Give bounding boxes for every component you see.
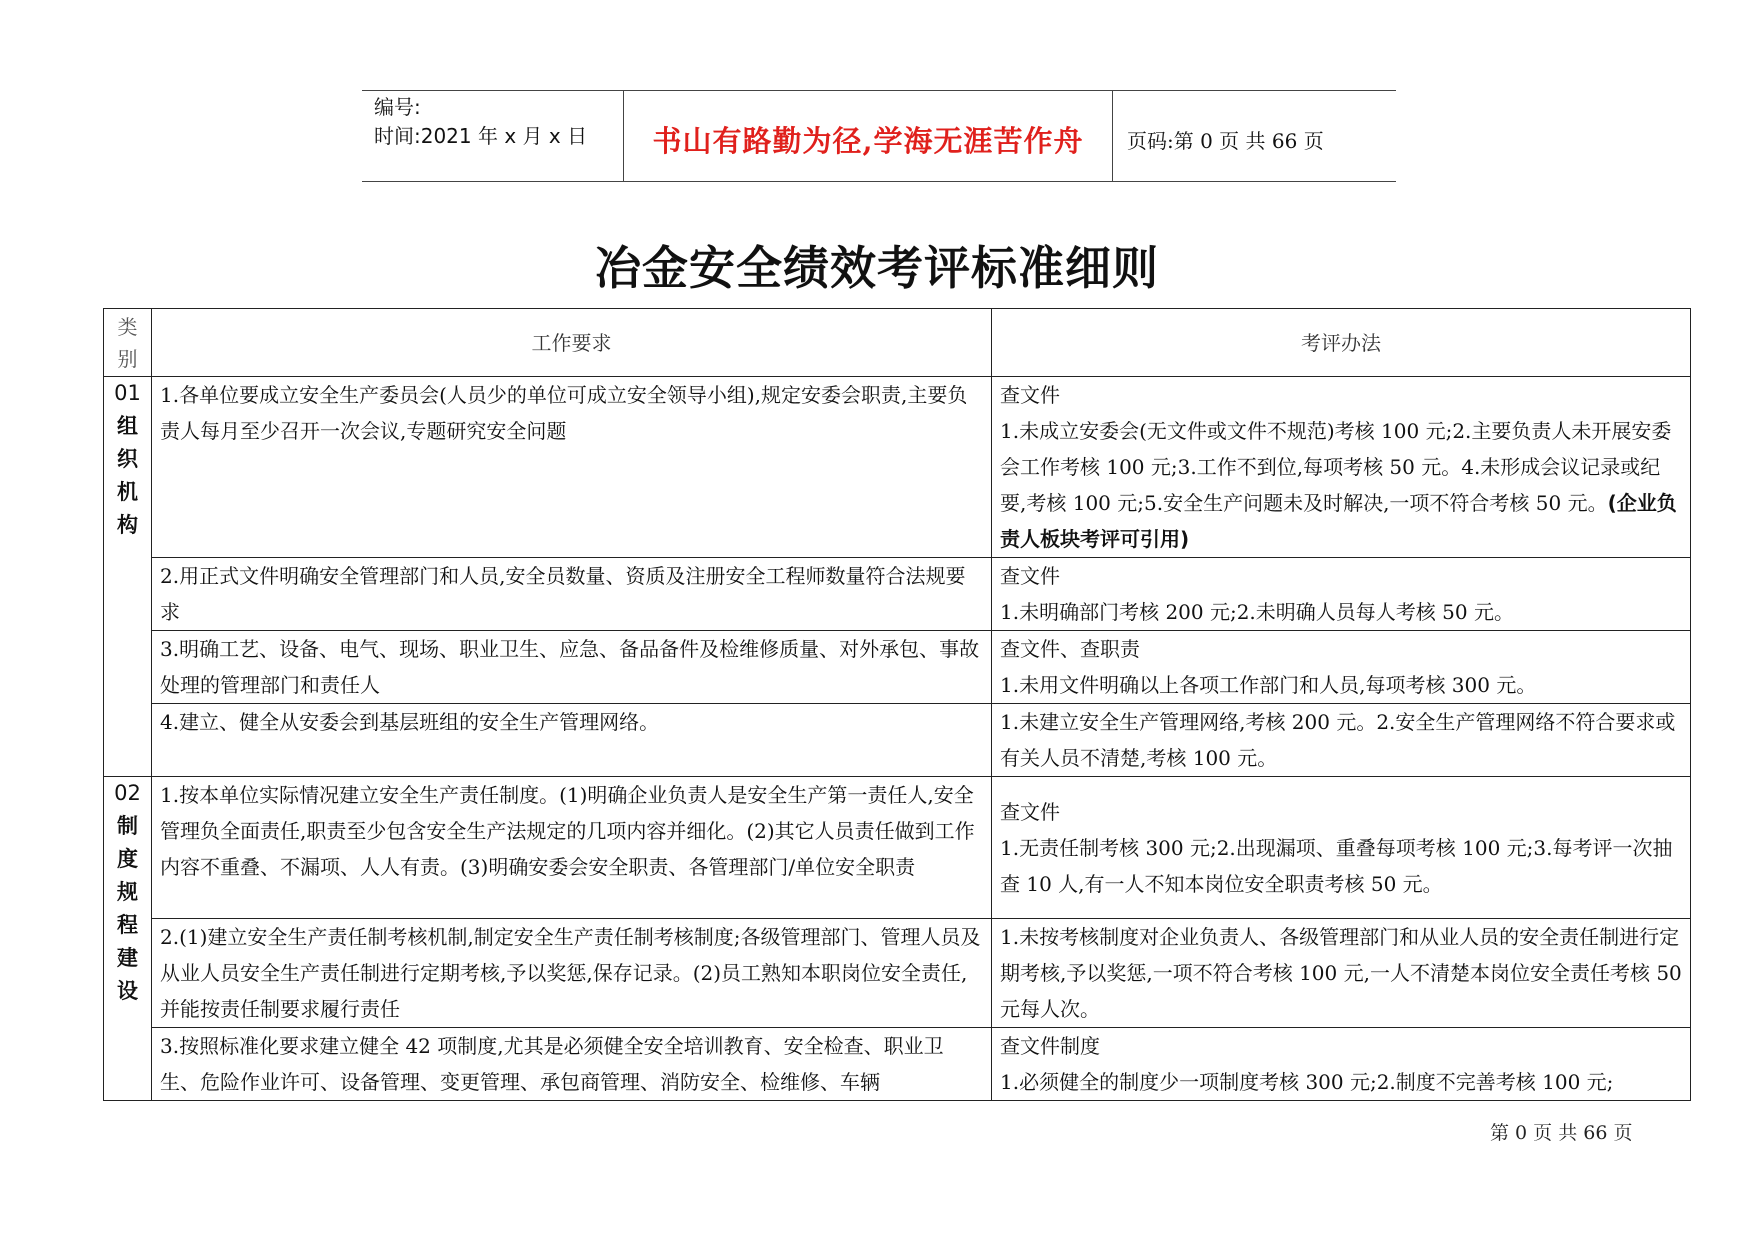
- requirement-cell: 1.各单位要成立安全生产委员会(人员少的单位可成立安全领导小组),规定安委会职责,主要负责人每月至少召开一次会议,专题研究安全问题: [152, 377, 992, 558]
- category-name-char: 度: [117, 847, 138, 871]
- header-motto: 书山有路勤为径,学海无涯苦作舟: [624, 91, 1113, 181]
- requirement-cell: 3.按照标准化要求建立健全 42 项制度,尤其是必须健全安全培训教育、安全检查、职业卫生、危险作业许可、设备管理、变更管理、承包商管理、消防安全、检维修、车辆: [152, 1028, 992, 1101]
- table-header-row: [104, 309, 1691, 377]
- category-name-char: 织: [117, 447, 138, 471]
- method-cell: 查文件 1.未明确部门考核 200 元;2.未明确人员每人考核 50 元。: [992, 558, 1691, 631]
- header-requirement: 工作要求: [152, 309, 992, 377]
- category-name-char: 建: [117, 946, 138, 970]
- page-footer: 第 0 页 共 66 页: [1490, 1122, 1633, 1144]
- category-name-char: 构: [117, 513, 138, 537]
- header-method: 考评办法: [992, 309, 1691, 377]
- requirement-cell: 2.用正式文件明确安全管理部门和人员,安全员数量、资质及注册安全工程师数量符合法规要求: [152, 558, 992, 631]
- category-name-char: 设: [117, 979, 138, 1003]
- table-row: [104, 631, 1691, 704]
- table-row: [104, 704, 1691, 777]
- method-cell: 查文件制度 1.必须健全的制度少一项制度考核 300 元;2.制度不完善考核 100 元;: [992, 1028, 1691, 1101]
- category-name-char: 规: [117, 880, 138, 904]
- category-header-char: 类: [117, 314, 138, 339]
- method-cell: 1.未建立安全生产管理网络,考核 200 元。2.安全生产管理网络不符合要求或有关人员不清楚,考核 100 元。: [992, 704, 1691, 777]
- table-row: [104, 558, 1691, 631]
- document-header: [362, 90, 1396, 182]
- category-02: 02 制 度 规 程 建 设: [104, 777, 152, 1101]
- standards-table: [103, 308, 1691, 1101]
- category-name-char: 程: [117, 913, 138, 937]
- table-row: [104, 919, 1691, 1028]
- category-01: 01 组 织 机 构: [104, 377, 152, 777]
- table-row: [104, 1028, 1691, 1101]
- method-cell: 1.未按考核制度对企业负责人、各级管理部门和从业人员的安全责任制进行定期考核,予以奖惩,一项不符合考核 100 元,一人不清楚本岗位安全责任考核 50 元每人次。: [992, 919, 1691, 1028]
- requirement-cell: 3.明确工艺、设备、电气、现场、职业卫生、应急、备品备件及检维修质量、对外承包、事故处理的管理部门和责任人: [152, 631, 992, 704]
- number-label: 编号:: [374, 95, 421, 119]
- category-header-char: 别: [117, 346, 138, 371]
- method-cell: 查文件 1.未成立安委会(无文件或文件不规范)考核 100 元;2.主要负责人未开展安委会工作考核 100 元;3.工作不到位,每项考核 50 元。4.未形成会议记录或纪要,考核 100 元;5.安全生产问题未及时解决,一项不符合考核 50 元。(企业负责人板块考评可引用): [992, 377, 1691, 558]
- table-row: [104, 777, 1691, 919]
- document-title: 冶金安全绩效考评标准细则: [595, 241, 1159, 295]
- header-page-info: 页码:第 0 页 共 66 页: [1127, 128, 1324, 153]
- table-row: [104, 377, 1691, 558]
- category-name-char: 制: [117, 814, 138, 838]
- header-category: [104, 309, 152, 377]
- method-cell: 查文件、查职责 1.未用文件明确以上各项工作部门和人员,每项考核 300 元。: [992, 631, 1691, 704]
- time-label: 时间:2021 年 x 月 x 日: [374, 124, 588, 148]
- category-name-char: 机: [117, 480, 138, 504]
- requirement-cell: 4.建立、健全从安委会到基层班组的安全生产管理网络。: [152, 704, 992, 777]
- method-cell: 查文件 1.无责任制考核 300 元;2.出现漏项、重叠每项考核 100 元;3.每考评一次抽查 10 人,有一人不知本岗位安全职责考核 50 元。: [992, 777, 1691, 919]
- header-meta: [362, 91, 624, 181]
- category-name-char: 组: [117, 414, 138, 438]
- requirement-cell: 1.按本单位实际情况建立安全生产责任制度。(1)明确企业负责人是安全生产第一责任人,安全管理负全面责任,职责至少包含安全生产法规定的几项内容并细化。(2)其它人员责任做到工作内容不重叠、不漏项、人人有责。(3)明确安委会安全职责、各管理部门/单位安全职责: [152, 777, 992, 919]
- requirement-cell: 2.(1)建立安全生产责任制考核机制,制定安全生产责任制考核制度;各级管理部门、管理人员及从业人员安全生产责任制进行定期考核,予以奖惩,保存记录。(2)员工熟知本职岗位安全责任,并能按责任制要求履行责任: [152, 919, 992, 1028]
